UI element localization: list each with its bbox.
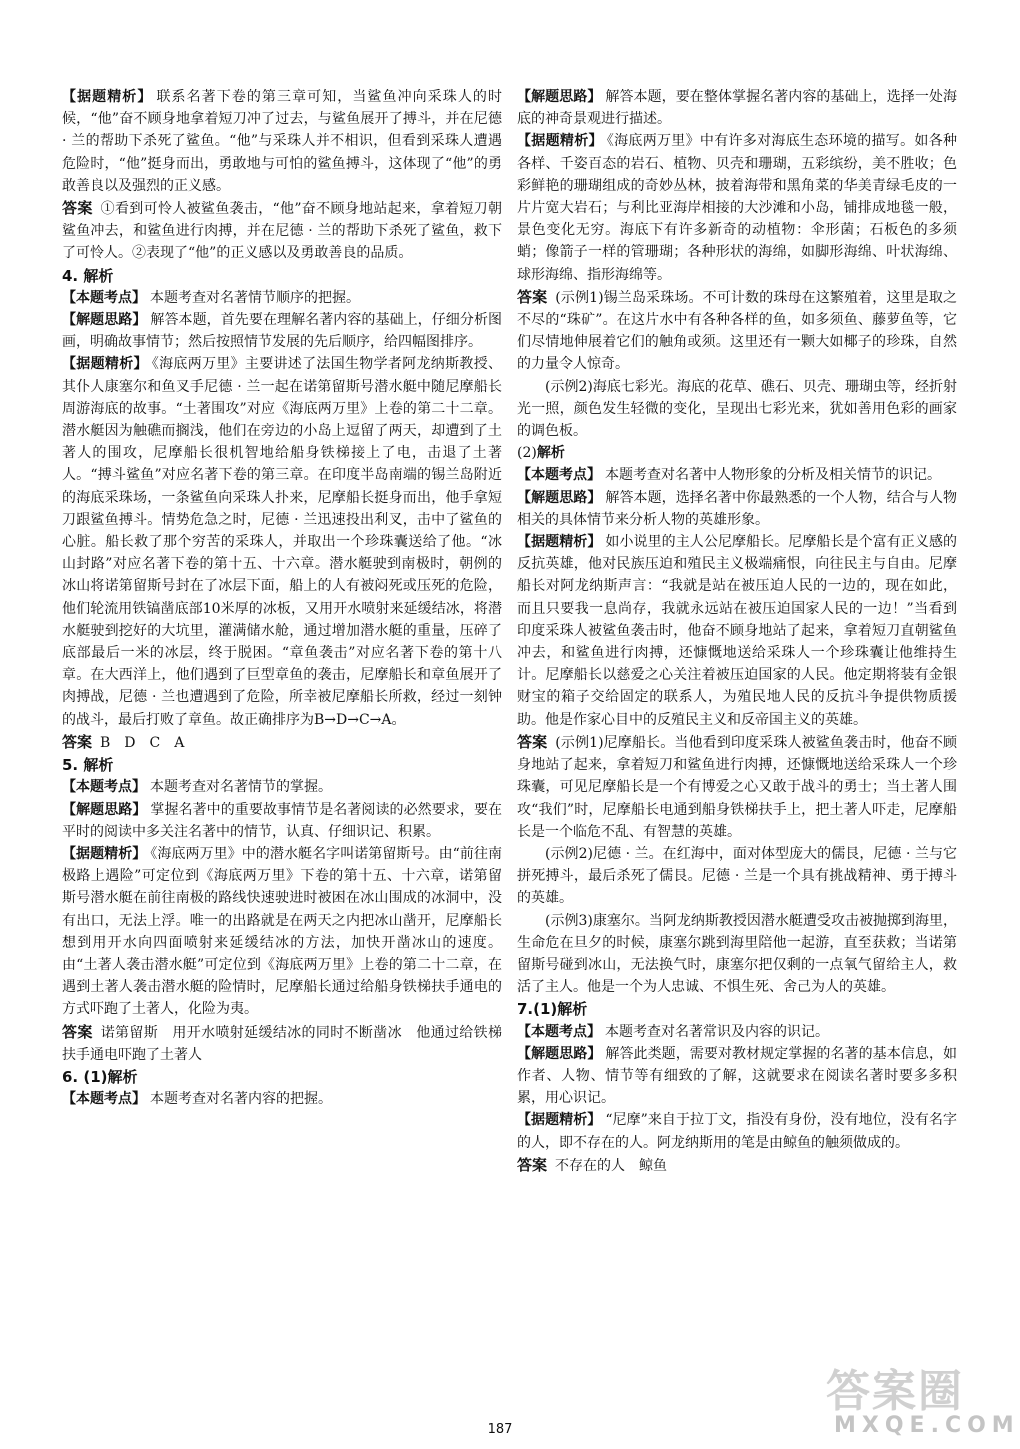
watermark-text: 答案圈 — [826, 1366, 964, 1417]
section-tag: 【本题考点】 — [62, 779, 146, 796]
section-tag: 【解题思路】 — [62, 801, 147, 818]
paragraph: 【据题精析】 《海底两万里》中的潜水艇名字叫诺第留斯号。由“前往南极路上遇险”可定位到《海底两万里》下卷的第十五、十六章，诺第留斯号潜水艇在前往南极的路线快速驶进时被困在冰山围成的冰洞中，没有出口，无法上浮。唯一的出路就是在两天之内把冰山凿开，尼摩船长想到用开水向四面喷射来延缓结冰的方法，加快开凿冰山的速度。由“土著人袭击潜水艇”可定位到《海底两万里》上卷的第二十二章，在遇到土著人袭击潜水艇的险情时，尼摩船长通过给船身铁梯扶手通电的方式吓跑了土著人，化险为夷。 — [62, 845, 503, 1018]
right-column — [517, 86, 957, 1177]
paragraph: 【本题考点】 本题考查对名著情节顺序的把握。 — [62, 289, 360, 306]
paragraph: 【据题精析】 联系名著下卷的第三章可知，当鲨鱼冲向采珠人的时候，“他”奋不顾身地拿着短刀冲了过去，与鲨鱼展开了搏斗，并在尼德 · 兰的帮助下杀死了鲨鱼。“他”与采珠人并不相识，但看到采珠人遭遇危险时，“他”挺身而出，勇敢地与可怕的鲨鱼搏斗，这体现了“他”的勇敢善良以及强烈的正义感。 — [62, 89, 503, 194]
answer-label: 答案 — [62, 199, 93, 218]
section-tag: 【解题思路】 — [517, 489, 602, 506]
section-tag: 【本题考点】 — [62, 289, 146, 306]
page-number: 187 — [487, 1422, 513, 1437]
answer-block: 答案 诺第留斯 用开水喷射延缓结冰的同时不断凿冰 他通过给铁梯扶手通电吓跑了土著人 — [62, 1022, 502, 1063]
left-column — [62, 86, 502, 1110]
paragraph: 【本题考点】 本题考查对名著情节的掌握。 — [62, 779, 332, 796]
section-tag: 【本题考点】 — [517, 467, 601, 484]
paragraph: (示例3)康塞尔。当阿龙纳斯教授因潜水艇遭受攻击被抛掷到海里，生命危在旦夕的时候，康塞尔跳到海里陪他一起游，直至获救；当诺第留斯号碰到冰山，无法换气时，康塞尔把仅剩的一点氧气留给主人，救活了主人。他是一个为人忠诚、不惧生死、舍己为人的英雄。 — [517, 912, 957, 996]
section-tag: 【据题精析】 — [62, 845, 147, 862]
section-tag: 【解题思路】 — [62, 312, 147, 329]
answer-label: 答案 — [517, 287, 548, 306]
section-tag: 【本题考点】 — [517, 1023, 601, 1040]
question-heading: 7.(1)解析 — [517, 1000, 588, 1019]
section-tag: 【解题思路】 — [517, 1045, 602, 1062]
answer-block: 答案 B D C A — [62, 732, 185, 751]
section-tag: 【据题精析】 — [62, 356, 148, 373]
watermark-logo — [820, 1355, 1020, 1445]
answer-block: 答案 ①看到可怜人被鲨鱼袭击，“他”奋不顾身地站起来，拿着短刀朝鲨鱼冲去，和鲨鱼进行肉搏，并在尼德 · 兰的帮助下杀死了鲨鱼，救下了可怜人。②表现了“他”的正义感以及勇敢善良的品质。 — [62, 199, 502, 262]
paragraph: 【据题精析】 《海底两万里》主要讲述了法国生物学者阿龙纳斯教授、其仆人康塞尔和鱼叉手尼德 · 兰一起在诺第留斯号潜水艇中随尼摩船长周游海底的故事。“土著围攻”对应《海底两万里》上卷的第二十二章。潜水艇因为触礁而搁浅，他们在旁边的小岛上逗留了两天，却遭到了土著人的围攻，尼摩船长很机智地给船身铁梯接上了电，击退了土著人。“搏斗鲨鱼”对应名著下卷的第三章。在印度半岛南端的锡兰岛附近的海底采珠场，一条鲨鱼向采珠人扑来，尼摩船长挺身而出，他手拿短刀跟鲨鱼搏斗。情势危急之时，尼德 · 兰迅速投出利叉，击中了鲨鱼的心脏。船长救了那个穷苦的采珠人，并取出一个珍珠囊送给了他。“冰山封路”对应名著下卷的第十五、十六章。潜水艇驶到南极时，朝例的冰山将诺第留斯号封在了冰层下面，船上的人有被闷死或压死的危险，他们轮流用铁镐凿底部10米厚的冰板，又用开水喷射来延缓结冰，将潜水艇驶到挖好的大坑里，灌满储水舱，通过增加潜水艇的重量，压碎了底部最后一米的冰层，终于脱困。“章鱼袭击”对应名著下卷的第十八章。在大西洋上，他们遇到了巨型章鱼的袭击，尼摩船长和章鱼展开了肉搏战，尼德 · 兰也遭遇到了危险，所幸被尼摩船长所救，经过一刻钟的战斗，最后打败了章鱼。故正确排序为B→D→C→A。 — [62, 356, 503, 728]
answer-block: 答案 不存在的人 鲸鱼 — [517, 1155, 668, 1174]
section-tag: 【据题精析】 — [62, 89, 153, 105]
answer-label: 答案 — [517, 1155, 548, 1174]
section-tag: 【解题思路】 — [517, 89, 602, 105]
paragraph: 【解题思路】 解答本题，要在整体掌握名著内容的基础上，选择一处海底的神奇景观进行描述。 — [517, 89, 958, 128]
answer-label: 答案 — [517, 732, 548, 751]
answer-label: 答案 — [62, 732, 93, 751]
paragraph: 【本题考点】 本题考查对名著中人物形象的分析及相关情节的识记。 — [517, 467, 941, 484]
answer-block: 答案 (示例1)锡兰岛采珠场。不可计数的珠母在这繁殖着，这里是取之不尽的“珠矿”。在这片水中有各种各样的鱼，如多须鱼、藤萝鱼等，它们尽情地伸展着它们的触角或须。这里还有一颗大如椰子的珍珠，自然的力量令人惊奇。 — [517, 287, 957, 373]
question-heading: 6. (1)解析 — [62, 1067, 138, 1086]
paragraph: 【本题考点】 本题考查对名著内容的把握。 — [62, 1091, 332, 1108]
watermark-url: MXQE.COM — [834, 1413, 1020, 1438]
paragraph: 【解题思路】 掌握名著中的重要故事情节是名著阅读的必然要求，要在平时的阅读中多关注名著中的情节，认真、仔细识记、积累。 — [62, 801, 503, 840]
section-tag: 【据题精析】 — [517, 1112, 602, 1129]
answer-label: 答案 — [62, 1022, 93, 1041]
section-tag: 【本题考点】 — [62, 1091, 146, 1108]
section-tag: 【据题精析】 — [517, 133, 603, 150]
paragraph: 【本题考点】 本题考查对名著常识及内容的识记。 — [517, 1023, 829, 1040]
answer-block: 答案 (示例1)尼摩船长。当他看到印度采珠人被鲨鱼袭击时，他奋不顾身地站了起来，拿着短刀和鲨鱼进行肉搏，还慷慨地送给采珠人一个珍珠囊，可见尼摩船长是一个有博爱之心又敢于战斗的勇士；当土著人围攻“我们”时，尼摩船长电通到船身铁梯扶手上，把土著人吓走，尼摩船长是一个临危不乱、有智慧的英雄。 — [517, 732, 957, 840]
paragraph: 【解题思路】 解答本题，选择名著中你最熟悉的一个人物，结合与人物相关的具体情节来分析人物的英雄形象。 — [517, 489, 958, 528]
question-heading: 4. 解析 — [62, 266, 114, 285]
paragraph: (示例2)尼德 · 兰。在红海中，面对体型庞大的儒艮，尼德 · 兰与它拼死搏斗，最后杀死了儒艮。尼德 · 兰是一个具有挑战精神、勇于搏斗的英雄。 — [517, 845, 957, 907]
question-heading: 5. 解析 — [62, 756, 114, 775]
section-tag: 【据题精析】 — [517, 534, 602, 551]
paragraph: 【解题思路】 解答此类题，需要对教材规定掌握的名著的基本信息，如作者、人物、情节等有细致的了解，这就要求在阅读名著时要多多积累，用心识记。 — [517, 1045, 958, 1107]
paragraph: 【解题思路】 解答本题，首先要在理解名著内容的基础上，仔细分析图画，明确故事情节；然后按照情节发展的先后顺序，给四幅图排序。 — [62, 312, 503, 351]
paragraph: (示例2)海底七彩光。海底的花草、礁石、贝壳、珊瑚虫等，经折射光一照，颜色发生轻微的变化，呈现出七彩光来，犹如善用色彩的画家的调色板。 — [517, 378, 957, 440]
paragraph: 【据题精析】 “尼摩”来自于拉丁文，指没有身份，没有地位，没有名字的人，即不存在的人。阿龙纳斯用的笔是由鲸鱼的触须做成的。 — [517, 1112, 957, 1151]
paragraph: 【据题精析】 《海底两万里》中有许多对海底生态环境的描写。如各种各样、千姿百态的岩石、植物、贝壳和珊瑚，五彩缤纷，美不胜收；色彩鲜艳的珊瑚组成的奇妙丛林，披着海带和黑角菜的华美青绿毛皮的一片片宽大岩石；与利比亚海岸相接的大沙滩和小岛，铺排成地毯一般，景色变化无穷。海底下有许多新奇的动植物：伞形菌；石板色的多须蛸；像箭子一样的管珊瑚；各种形状的海绵，如脚形海绵、叶状海绵、球形海绵、指形海绵等。 — [517, 133, 958, 283]
paragraph: 【据题精析】 如小说里的主人公尼摩船长。尼摩船长是个富有正义感的反抗英雄，他对民族压迫和殖民主义极端痛恨，向往民主与自由。尼摩船长对阿龙纳斯声言：“我就是站在被压迫人民的一边的，现在如此，而且只要我一息尚存，我就永远站在被压迫国家人民的一边！”当看到印度采珠人被鲨鱼袭击时，他奋不顾身地站了起来，拿着短刀直朝鲨鱼冲去，和鲨鱼进行肉搏，还慷慨地送给采珠人一个珍珠囊让他维持生计。尼摩船长以慈爱之心关注着被压迫国家的人民。他定期将装有金银财宝的箱子交给固定的联系人，为殖民地人民的反抗斗争提供物质援助。他是作家心目中的反殖民主义和反帝国主义的英雄。 — [517, 534, 958, 728]
sub-question-heading: (2)解析 — [517, 445, 565, 462]
